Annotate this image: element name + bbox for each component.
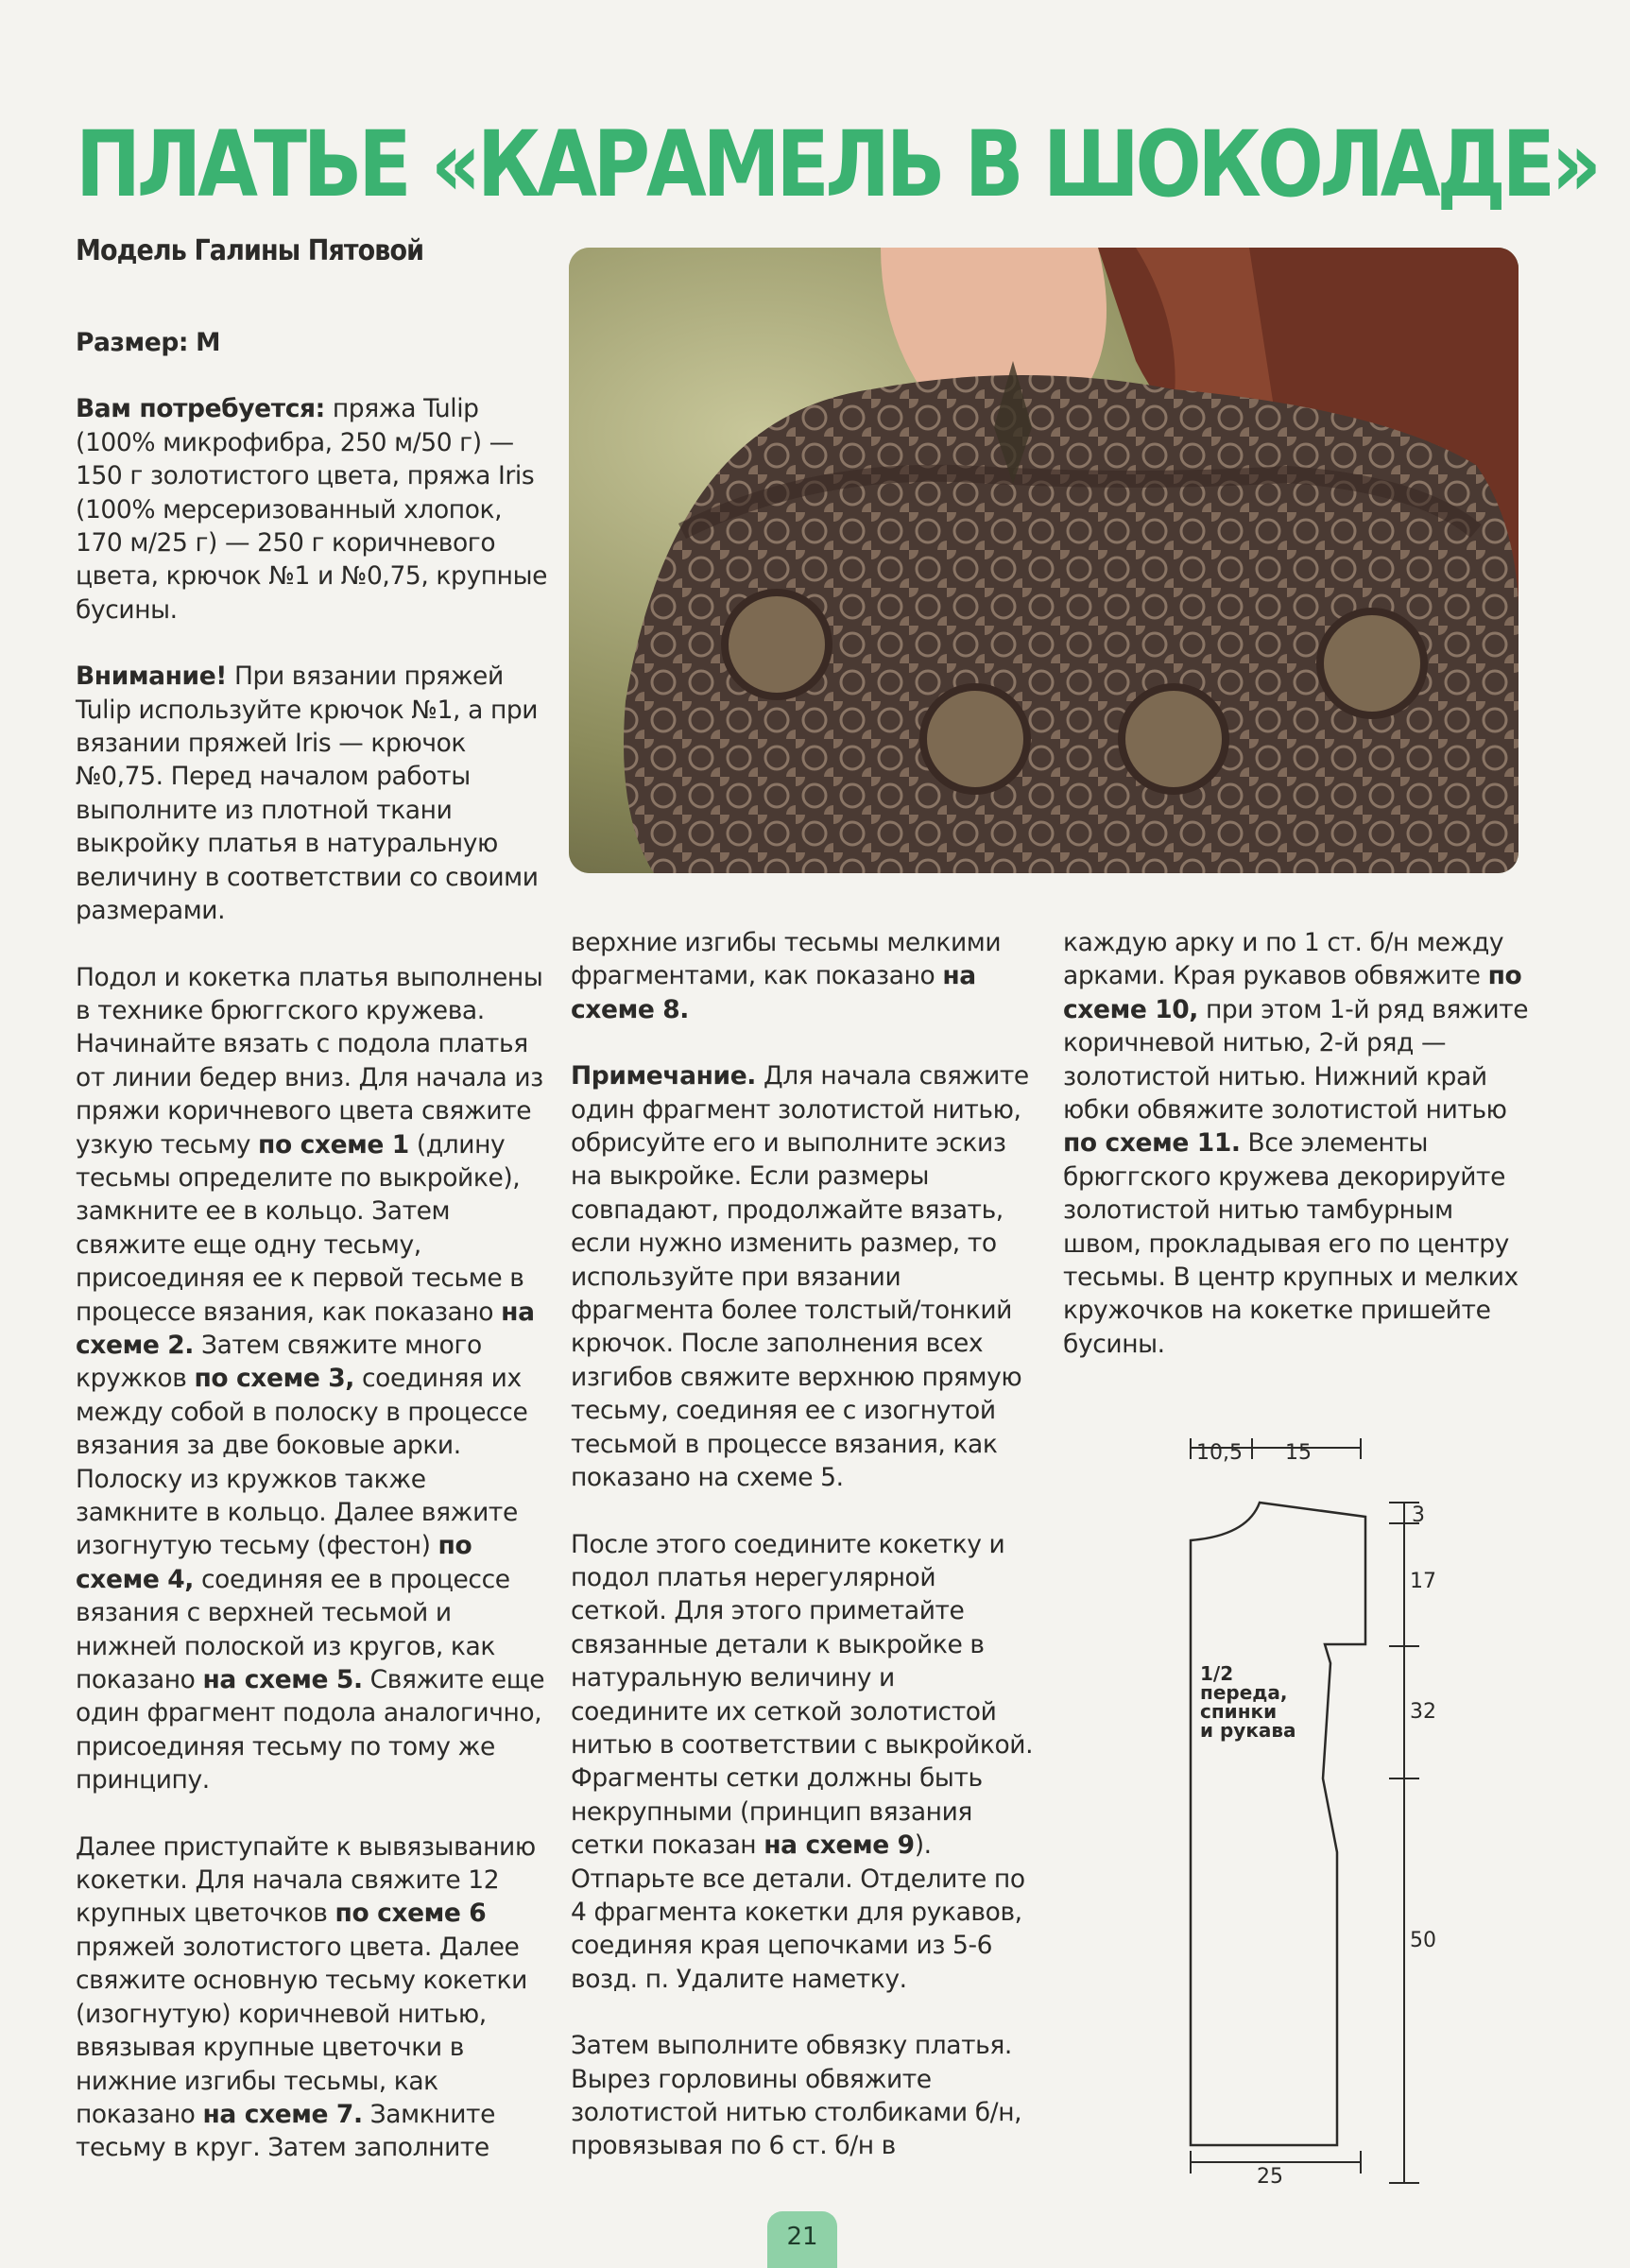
- scheme-ref: на схеме 2.: [76, 1297, 535, 1360]
- text-run: Подол и кокетка платья выполнены в технике брюггского кружева. Начинайте вязать с подола платья от линии бедер вниз. Для начала из пряжи коричневого цвета свяжите узкую тесьму: [76, 962, 543, 1160]
- text-run: верхние изгибы тесьмы мелкими фрагментами, как показано: [571, 928, 1002, 991]
- text-run: при этом 1-й ряд вяжите коричневой нитью, 2-й ряд — золотистой нитью. Нижний край юбки обвяжите золотистой нитью: [1063, 994, 1529, 1125]
- pattern-label: переда,: [1200, 1681, 1288, 1704]
- text-run: Затем свяжите много кружков: [76, 1330, 482, 1394]
- scheme-ref: по схеме 11.: [1063, 1128, 1241, 1159]
- text-run: соединяя ее в процессе вязания с верхней тесьмой и нижней полоской из кругов, как показано: [76, 1564, 510, 1695]
- materials-text: пряжа Tulip (100% микрофибра, 250 м/50 г) — 150 г золотистого цвета, пряжа Iris (100% мерсеризованный хлопок, 170 м/25 г) — 250 г коричневого цвета, крючок №1 и №0,75, крупные бусины.: [76, 394, 548, 625]
- mesh-paragraph: [571, 1528, 1038, 1997]
- pattern-outline: [1191, 1503, 1365, 2145]
- fill-paragraph: [571, 926, 1038, 1026]
- pattern-label: спинки: [1200, 1700, 1278, 1723]
- attention-label: Внимание!: [76, 662, 227, 692]
- dimension-label: 15: [1285, 1441, 1312, 1465]
- instructions-paragraph: [76, 961, 548, 1797]
- text-run: Замкните тесьму в круг. Затем заполните: [76, 2099, 495, 2163]
- note-text: Для начала свяжите один фрагмент золотистой нитью, обрисуйте его и выполните эскиз на выкройке. Если размеры совпадают, продолжайте вязать, если нужно изменить размер, то используйте при вязании фрагмента более толстый/тонкий крючок. После заполнения всех изгибов свяжите верхнюю прямую тесьму, соединяя ее с изогнутой тесьмой в процессе вязания, как показано на схеме 5.: [571, 1061, 1029, 1493]
- size-paragraph: [76, 326, 548, 359]
- sewing-pattern-diagram: [1162, 1436, 1446, 2192]
- dimension-label: 25: [1257, 2165, 1283, 2189]
- page-number: 21: [786, 2223, 818, 2251]
- text-run: Затем выполните обвязку платья. Вырез горловины обвяжите золотистой нитью столбиками б/н, провязывая по 6 ст. б/н в: [571, 2031, 1022, 2161]
- finishing-paragraph: [1063, 926, 1536, 1361]
- text-run: Все элементы брюггского кружева декорируйте золотистой нитью тамбурным швом, прокладывая его по центру тесьмы. В центр крупных и мелких кружочков на кокетке пришейте бусины.: [1063, 1128, 1518, 1359]
- text-run: ). Отпарьте все детали. Отделите по 4 фрагмента кокетки для рукавов, соединяя края цепочками из 5-6 возд. п. Удалите наметку.: [571, 1830, 1025, 1994]
- dress-photo: [569, 248, 1518, 873]
- text-column-3: [1063, 926, 1536, 1361]
- note-paragraph: [571, 1059, 1038, 1494]
- scheme-ref: на схеме 5.: [202, 1665, 363, 1695]
- text-run: соединяя их между собой в полоску в процессе вязания за две боковые арки. Полоску из кружков также замкните в кольцо. Далее вяжите изогнутую тесьму (фестон): [76, 1364, 528, 1561]
- size-value: М: [196, 328, 221, 357]
- yoke-paragraph: [76, 1830, 548, 2165]
- scheme-ref: на схеме 9: [764, 1830, 915, 1861]
- note-label: Примечание.: [571, 1061, 756, 1091]
- pattern-label: 1/2: [1200, 1662, 1234, 1685]
- scheme-ref: по схеме 4,: [76, 1531, 472, 1594]
- pattern-label: и рукава: [1200, 1719, 1296, 1742]
- edging-paragraph: [571, 2029, 1038, 2163]
- attention-text: При вязании пряжей Tulip используйте крючок №1, а при вязании пряжей Iris — крючок №0,75. Перед началом работы выполните из плотной ткани выкройку платья в натуральную величину в соответствии со своими размерами.: [76, 662, 539, 926]
- scheme-ref: по схеме 10,: [1063, 961, 1522, 1024]
- text-run: (длину тесьмы определите по выкройке), замкните ее в кольцо. Затем свяжите еще одну тесьму, присоединяя ее к первой тесьме в процессе вязания, как показано: [76, 1129, 524, 1327]
- scheme-ref: на схеме 7.: [202, 2099, 363, 2129]
- dimension-label: 10,5: [1196, 1441, 1243, 1465]
- scheme-ref: по схеме 3,: [194, 1364, 354, 1394]
- scheme-ref: на схеме 8.: [571, 961, 976, 1024]
- page-title: ПЛАТЬЕ «КАРАМЕЛЬ В ШОКОЛАДЕ»: [76, 112, 1598, 217]
- size-label: Размер:: [76, 328, 189, 357]
- text-column-2: [571, 926, 1038, 2163]
- text-run: Далее приступайте к вывязыванию кокетки. Для начала свяжите 12 крупных цветочков: [76, 1831, 536, 1929]
- text-run: Свяжите еще один фрагмент подола аналогично, присоединяя тесьму по тому же принципу.: [76, 1665, 545, 1796]
- materials-paragraph: [76, 392, 548, 627]
- scheme-ref: по схеме 1: [258, 1129, 409, 1160]
- dimension-label: 3: [1412, 1503, 1425, 1527]
- text-run: пряжей золотистого цвета. Далее свяжите основную тесьму кокетки (изогнутую) коричневой нитью, ввязывая крупные цветочки в нижние изгибы тесьмы, как показано: [76, 1932, 527, 2129]
- attention-paragraph: [76, 660, 548, 927]
- dimension-label: 50: [1410, 1929, 1436, 1952]
- text-run: После этого соедините кокетку и подол платья нерегулярной сеткой. Для этого приметайте связанные детали к выкройке в натуральную величину и соедините их сеткой золотистой нитью в соответствии с выкройкой. Фрагменты сетки должны быть некрупными (принцип вязания сетки показан: [571, 1529, 1034, 1861]
- author-credit: Модель Галины Пятовой: [76, 234, 424, 267]
- dimension-label: 17: [1410, 1570, 1436, 1593]
- text-column-1: [76, 326, 548, 2165]
- materials-label: Вам потребуется:: [76, 394, 325, 424]
- lace-back-illustration: [569, 248, 1518, 873]
- text-run: каждую арку и по 1 ст. б/н между арками. Края рукавов обвяжите: [1063, 928, 1504, 991]
- dimension-label: 32: [1410, 1700, 1436, 1724]
- scheme-ref: по схеме 6: [335, 1899, 487, 1929]
